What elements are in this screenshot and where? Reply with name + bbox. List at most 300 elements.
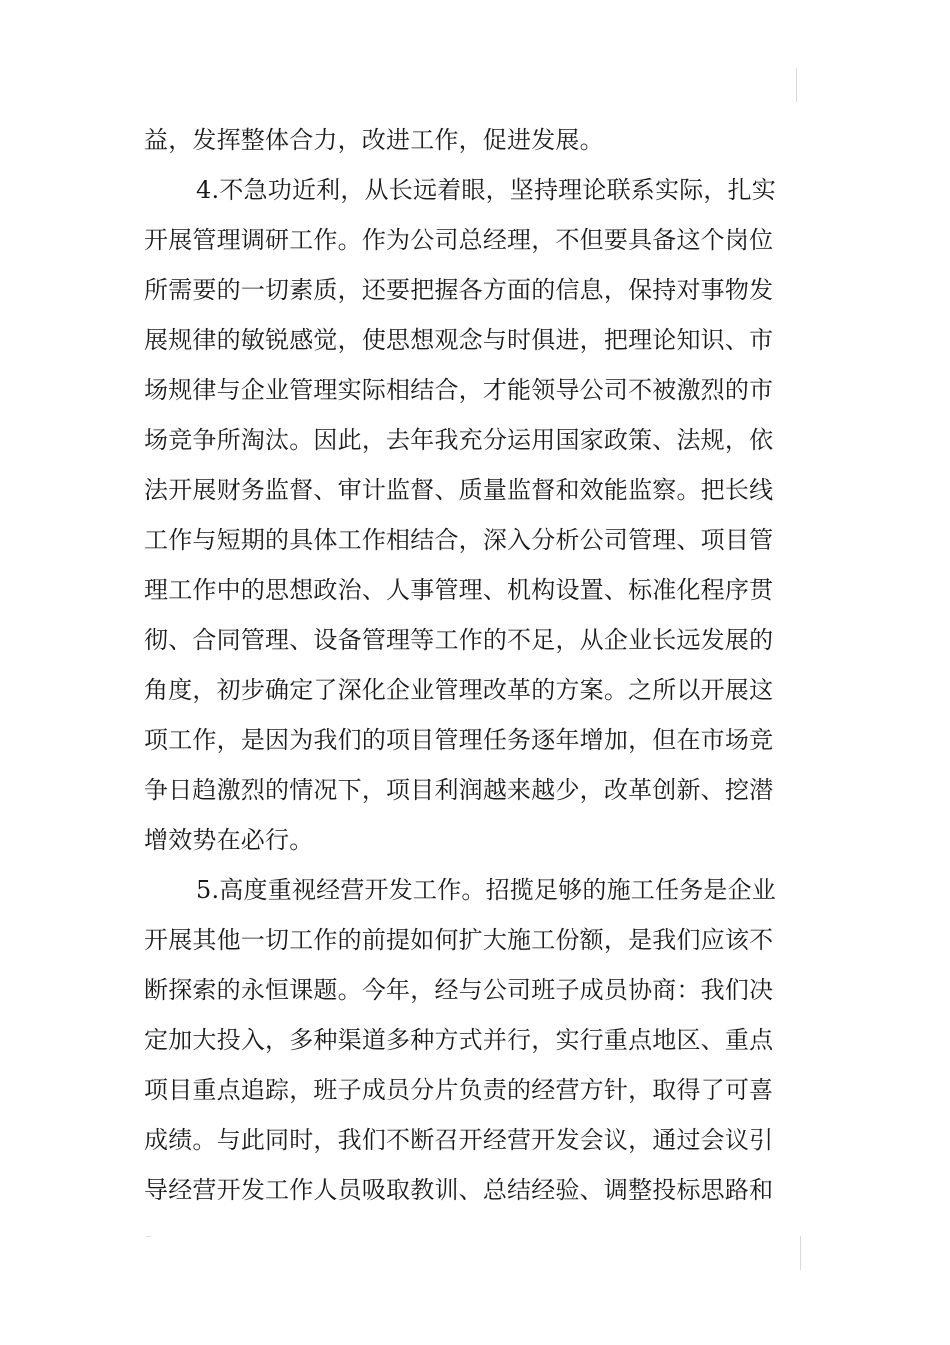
text-char: ， <box>724 426 750 454</box>
text-char: 程 <box>700 576 725 604</box>
text-char: 定 <box>144 1026 169 1054</box>
text-char: 调 <box>603 1176 629 1204</box>
text-char: 作 <box>313 226 338 254</box>
text-char: 要 <box>192 276 217 304</box>
text-char: ， <box>192 676 217 704</box>
text-char: 作 <box>458 626 483 654</box>
text-char: 财 <box>216 476 241 504</box>
text-char: 我 <box>337 1126 362 1154</box>
text-char: 多 <box>289 1026 314 1054</box>
text-char: 针 <box>603 1076 629 1104</box>
text-char: 扩 <box>458 926 483 954</box>
text-char: 教 <box>410 1176 435 1204</box>
text-char: 员 <box>603 976 629 1004</box>
text-char: 展 <box>168 926 193 954</box>
text-char: ， <box>289 1076 314 1104</box>
text-char: ， <box>458 376 483 404</box>
text-char: 革 <box>507 676 532 704</box>
paragraph-line: 增效势在必行。 <box>144 826 314 854</box>
text-char: 员 <box>386 1076 411 1104</box>
text-char: 监 <box>265 476 290 504</box>
text-char: 际 <box>679 176 704 204</box>
text-char: 运 <box>507 426 532 454</box>
text-char: 监 <box>386 476 411 504</box>
text-char: 效 <box>579 476 604 504</box>
text-char: 经 <box>434 976 459 1004</box>
text-char: 前 <box>361 926 387 954</box>
text-char: 远 <box>412 176 438 204</box>
text-char: 目 <box>724 526 750 554</box>
text-char: 任 <box>654 876 680 904</box>
text-char: 高 <box>219 876 244 904</box>
text-char: 持 <box>533 176 559 204</box>
text-char: 理 <box>628 326 653 354</box>
text-char: 竞 <box>749 726 774 754</box>
text-char: 负 <box>458 1076 483 1104</box>
text-char: 把 <box>410 276 435 304</box>
text-char: 润 <box>458 776 483 804</box>
text-char: 时 <box>289 1126 314 1154</box>
text-char: 的 <box>507 1076 532 1104</box>
text-char: 改 <box>482 676 508 704</box>
text-char: 发 <box>700 626 725 654</box>
text-char: 合 <box>192 626 217 654</box>
text-char: 议 <box>603 1126 629 1154</box>
text-char: 工 <box>144 526 169 554</box>
text-char: 进 <box>555 326 580 354</box>
page-corner-mark-bottom-left <box>146 1236 151 1237</box>
text-char: 总 <box>482 1176 508 1204</box>
text-char: 题 <box>313 976 338 1004</box>
text-char: 信 <box>555 276 580 304</box>
text-char: 的 <box>240 576 266 604</box>
text-char: 市 <box>749 376 774 404</box>
text-char: 切 <box>265 276 290 304</box>
text-char: 点 <box>216 1076 241 1104</box>
text-char: 加 <box>603 726 629 754</box>
text-char: 重 <box>724 1026 750 1054</box>
text-char: 联 <box>606 176 631 204</box>
text-char: ， <box>313 1126 338 1154</box>
text-char: 着 <box>437 176 462 204</box>
text-char: 重 <box>603 1026 629 1054</box>
text-char: 思 <box>700 1176 725 1204</box>
text-char: 远 <box>676 626 701 654</box>
text-char: 论 <box>652 326 677 354</box>
text-char: 步 <box>240 676 266 704</box>
text-char: 年 <box>386 976 411 1004</box>
text-char: 市 <box>700 726 725 754</box>
text-char: 要 <box>386 276 411 304</box>
text-char: 我 <box>313 726 338 754</box>
text-char: 经 <box>316 876 341 904</box>
text-char: 析 <box>555 526 580 554</box>
text-char: 治 <box>337 576 362 604</box>
text-char: 法 <box>144 476 169 504</box>
text-char: 日 <box>168 776 193 804</box>
text-char: 能 <box>603 476 629 504</box>
text-char: 具 <box>628 226 653 254</box>
text-char: 、 <box>458 1176 483 1204</box>
text-char: 的 <box>749 626 774 654</box>
text-char: 管 <box>361 626 387 654</box>
text-char: 作 <box>361 226 387 254</box>
text-char: 。 <box>461 876 486 904</box>
text-char: 业 <box>628 626 653 654</box>
text-char: 锐 <box>265 326 290 354</box>
text-char: 发 <box>555 1126 580 1154</box>
text-char: 理 <box>265 626 290 654</box>
text-char: ， <box>361 776 387 804</box>
paragraph-line <box>144 1120 774 1160</box>
text-char: 与 <box>458 976 483 1004</box>
text-char: 革 <box>628 776 653 804</box>
text-char: 化 <box>361 676 387 704</box>
text-char: 但 <box>652 726 677 754</box>
text-char: 不 <box>386 1126 411 1154</box>
text-char: 工 <box>434 626 459 654</box>
text-char: 敏 <box>240 326 266 354</box>
text-char: 开 <box>700 676 725 704</box>
text-char: 营 <box>340 876 365 904</box>
text-char: 作 <box>168 526 193 554</box>
text-char: 长 <box>652 626 677 654</box>
text-char: 保 <box>628 276 653 304</box>
text-char: ， <box>340 176 365 204</box>
text-char: 行 <box>579 1026 604 1054</box>
text-char: 责 <box>482 1076 508 1104</box>
text-char: 项 <box>144 726 169 754</box>
text-char: 深 <box>482 526 508 554</box>
text-char: 不 <box>555 226 580 254</box>
text-char: 入 <box>240 1026 266 1054</box>
text-char: 入 <box>507 526 532 554</box>
text-char: 。 <box>337 976 362 1004</box>
text-char: 合 <box>434 526 459 554</box>
text-char: 线 <box>749 476 774 504</box>
text-char: 导 <box>555 376 580 404</box>
text-char: ， <box>579 776 604 804</box>
text-char: 点 <box>628 1026 653 1054</box>
text-char: 工 <box>289 926 314 954</box>
text-char: 使 <box>361 326 387 354</box>
text-char: 把 <box>700 476 725 504</box>
text-char: 分 <box>410 1076 435 1104</box>
text-char: 喜 <box>749 1076 774 1104</box>
text-char: 的 <box>361 726 387 754</box>
text-char: 竞 <box>168 426 193 454</box>
text-char: 展 <box>144 326 169 354</box>
paragraph-line <box>144 1020 774 1060</box>
text-char: 一 <box>240 276 266 304</box>
text-char: 潜 <box>749 776 774 804</box>
text-char: 急 <box>243 176 268 204</box>
text-char: 理 <box>652 526 677 554</box>
text-char: 司 <box>603 376 629 404</box>
text-char: 年 <box>555 726 580 754</box>
text-char: ， <box>628 1126 653 1154</box>
text-char: 行 <box>507 1026 532 1054</box>
text-char: 工 <box>168 726 193 754</box>
text-char: 追 <box>240 1076 266 1104</box>
text-char: 地 <box>652 1026 677 1054</box>
text-char: 把 <box>603 326 629 354</box>
text-char: 业 <box>265 376 290 404</box>
text-char: 决 <box>749 976 774 1004</box>
text-char: 争 <box>144 776 169 804</box>
text-char: 结 <box>507 1176 532 1204</box>
text-char: 场 <box>144 376 169 404</box>
text-char: 调 <box>240 226 266 254</box>
text-char: 企 <box>386 676 411 704</box>
text-char: 置 <box>579 576 604 604</box>
text-char: 管 <box>749 526 774 554</box>
text-char: 不 <box>507 626 532 654</box>
text-char: 营 <box>192 1176 217 1204</box>
text-char: 淘 <box>240 426 266 454</box>
text-char: 营 <box>555 1076 580 1104</box>
text-char: 得 <box>676 1076 701 1104</box>
text-char: 绩 <box>168 1126 193 1154</box>
text-char: 5 <box>196 876 212 904</box>
text-char: 与 <box>216 1126 241 1154</box>
text-char: 要 <box>603 226 629 254</box>
text-char: 的 <box>216 326 241 354</box>
text-char: 还 <box>361 276 387 304</box>
text-char: 监 <box>507 476 532 504</box>
text-char: 的 <box>216 976 241 1004</box>
text-char: 今 <box>361 976 387 1004</box>
text-char: 之 <box>628 676 653 704</box>
paragraph-line <box>144 1170 774 1210</box>
text-char: 设 <box>555 576 580 604</box>
text-char: 但 <box>579 226 604 254</box>
text-char: 班 <box>313 1076 338 1104</box>
text-char: 序 <box>724 576 750 604</box>
text-char: 企 <box>240 376 266 404</box>
text-char: 才 <box>482 376 508 404</box>
text-char: 汰 <box>265 426 290 454</box>
text-char: 探 <box>168 976 193 1004</box>
text-char: 坚 <box>509 176 534 204</box>
text-char: 方 <box>482 276 508 304</box>
text-char: 觉 <box>313 326 338 354</box>
text-char: 何 <box>434 926 459 954</box>
text-char: 作 <box>192 576 217 604</box>
text-char: 规 <box>168 376 193 404</box>
text-char: 。 <box>289 426 314 454</box>
paragraph-line <box>144 270 774 310</box>
text-char: 公 <box>482 976 508 1004</box>
text-char: 实 <box>337 376 362 404</box>
text-char: 企 <box>727 876 752 904</box>
text-char: 加 <box>168 1026 193 1054</box>
text-char: 是 <box>703 876 728 904</box>
text-char: 情 <box>289 776 314 804</box>
text-char: 企 <box>603 626 629 654</box>
text-char: 们 <box>361 1126 387 1154</box>
text-char: 实 <box>555 1026 580 1054</box>
text-char: 切 <box>265 926 290 954</box>
text-char: 与 <box>216 376 241 404</box>
text-char: 大 <box>482 926 508 954</box>
text-char: . <box>211 176 220 204</box>
text-char: 大 <box>192 1026 217 1054</box>
text-char: 成 <box>144 1126 169 1154</box>
text-char: 想 <box>289 576 314 604</box>
text-char: 确 <box>265 676 290 704</box>
text-char: 。 <box>192 1126 217 1154</box>
text-char: 贯 <box>749 576 774 604</box>
text-char: 新 <box>676 776 701 804</box>
text-char: 了 <box>313 676 338 704</box>
text-char: 依 <box>749 426 774 454</box>
text-char: 趋 <box>192 776 217 804</box>
text-char: 化 <box>676 576 701 604</box>
text-char: 对 <box>676 276 701 304</box>
text-char: 短 <box>216 526 241 554</box>
text-char: 规 <box>700 426 725 454</box>
text-char: 员 <box>337 1176 362 1204</box>
text-char: 投 <box>216 1026 241 1054</box>
text-char: 被 <box>652 376 677 404</box>
text-char: 开 <box>216 1176 241 1204</box>
text-char: 施 <box>507 926 532 954</box>
text-char: ， <box>555 626 580 654</box>
text-char: . <box>211 876 220 904</box>
text-char: 开 <box>144 226 169 254</box>
text-char: 、 <box>700 776 725 804</box>
text-char: 投 <box>652 1176 677 1204</box>
paragraph-line <box>144 370 774 410</box>
text-char: 来 <box>507 776 532 804</box>
text-char: 此 <box>240 1126 266 1154</box>
text-char: 重 <box>267 876 292 904</box>
text-char: 位 <box>749 226 774 254</box>
text-char: 研 <box>265 226 290 254</box>
text-char: 少 <box>555 776 580 804</box>
text-char: 子 <box>337 1076 362 1104</box>
text-char: 同 <box>216 626 241 654</box>
text-char: 从 <box>364 176 389 204</box>
paragraph-line <box>144 470 774 510</box>
text-char: 管 <box>628 526 653 554</box>
page-corner-mark-bottom-right <box>800 1236 801 1270</box>
text-char: 不 <box>219 176 244 204</box>
text-char: 作 <box>192 726 217 754</box>
text-char: 理 <box>386 626 411 654</box>
text-char: 利 <box>434 776 459 804</box>
text-char: 、 <box>579 1176 604 1204</box>
text-char: 构 <box>531 576 556 604</box>
text-char: 份 <box>555 926 580 954</box>
paragraph-line <box>196 170 776 210</box>
text-char: 督 <box>410 476 435 504</box>
text-char: ， <box>579 326 604 354</box>
text-char: 策 <box>628 426 653 454</box>
text-char: 实 <box>654 176 680 204</box>
text-char: 路 <box>724 1176 750 1204</box>
text-char: 家 <box>579 426 604 454</box>
text-char: 的 <box>337 926 362 954</box>
text-char: 恒 <box>265 976 290 1004</box>
text-char: 会 <box>700 1126 725 1154</box>
text-char: 的 <box>724 376 750 404</box>
text-char: 彻 <box>144 626 169 654</box>
paragraph-line <box>144 920 774 960</box>
paragraph-line <box>144 570 774 610</box>
text-char: 开 <box>531 1126 556 1154</box>
text-char: 开 <box>168 476 193 504</box>
text-char: 公 <box>579 526 604 554</box>
text-char: 息 <box>579 276 604 304</box>
text-char: 项 <box>386 776 411 804</box>
text-char: ， <box>265 1026 290 1054</box>
text-char: 目 <box>168 1076 193 1104</box>
text-char: 、 <box>652 426 677 454</box>
text-char: 踪 <box>265 1076 290 1104</box>
text-char: 与 <box>482 326 508 354</box>
text-char: 想 <box>410 326 435 354</box>
text-char: ， <box>216 726 241 754</box>
text-char: 经 <box>482 226 508 254</box>
text-char: ， <box>603 926 629 954</box>
paragraph-line <box>144 970 774 1010</box>
text-char: 物 <box>724 276 750 304</box>
text-char: 工 <box>265 1176 290 1204</box>
text-char: 越 <box>531 776 556 804</box>
text-char: 思 <box>386 326 411 354</box>
text-char: 是 <box>628 926 653 954</box>
text-char: 体 <box>313 526 338 554</box>
text-char: 相 <box>386 526 411 554</box>
text-char: 个 <box>700 226 725 254</box>
text-char: 式 <box>458 1026 483 1054</box>
text-char: 和 <box>749 1176 774 1204</box>
text-char: ， <box>628 726 653 754</box>
text-char: 市 <box>749 326 774 354</box>
text-char: 整 <box>628 1176 653 1204</box>
text-char: 不 <box>749 926 774 954</box>
text-char: 管 <box>434 576 459 604</box>
text-char: ， <box>458 526 483 554</box>
text-char: 岗 <box>724 226 750 254</box>
text-char: 标 <box>628 576 653 604</box>
text-char: 工 <box>630 876 655 904</box>
text-char: 开 <box>144 926 169 954</box>
text-char: 该 <box>724 926 750 954</box>
text-char: 、 <box>724 326 750 354</box>
text-char: 我 <box>652 926 677 954</box>
text-char: 工 <box>531 926 556 954</box>
text-char: 、 <box>168 626 193 654</box>
text-char: 、 <box>603 576 629 604</box>
text-char: 挖 <box>724 776 750 804</box>
text-char: 况 <box>313 776 338 804</box>
text-char: 任 <box>482 726 508 754</box>
text-char: 场 <box>724 726 750 754</box>
text-char: 下 <box>337 776 362 804</box>
text-char: 经 <box>482 1126 508 1154</box>
text-char: 揽 <box>509 876 534 904</box>
text-char: 功 <box>267 176 292 204</box>
text-char: 增 <box>579 726 604 754</box>
text-char: 务 <box>679 876 704 904</box>
paragraph-line <box>144 520 774 560</box>
text-char: 案 <box>579 676 604 704</box>
paragraph-line <box>144 670 774 710</box>
text-char: 取 <box>386 1176 411 1204</box>
